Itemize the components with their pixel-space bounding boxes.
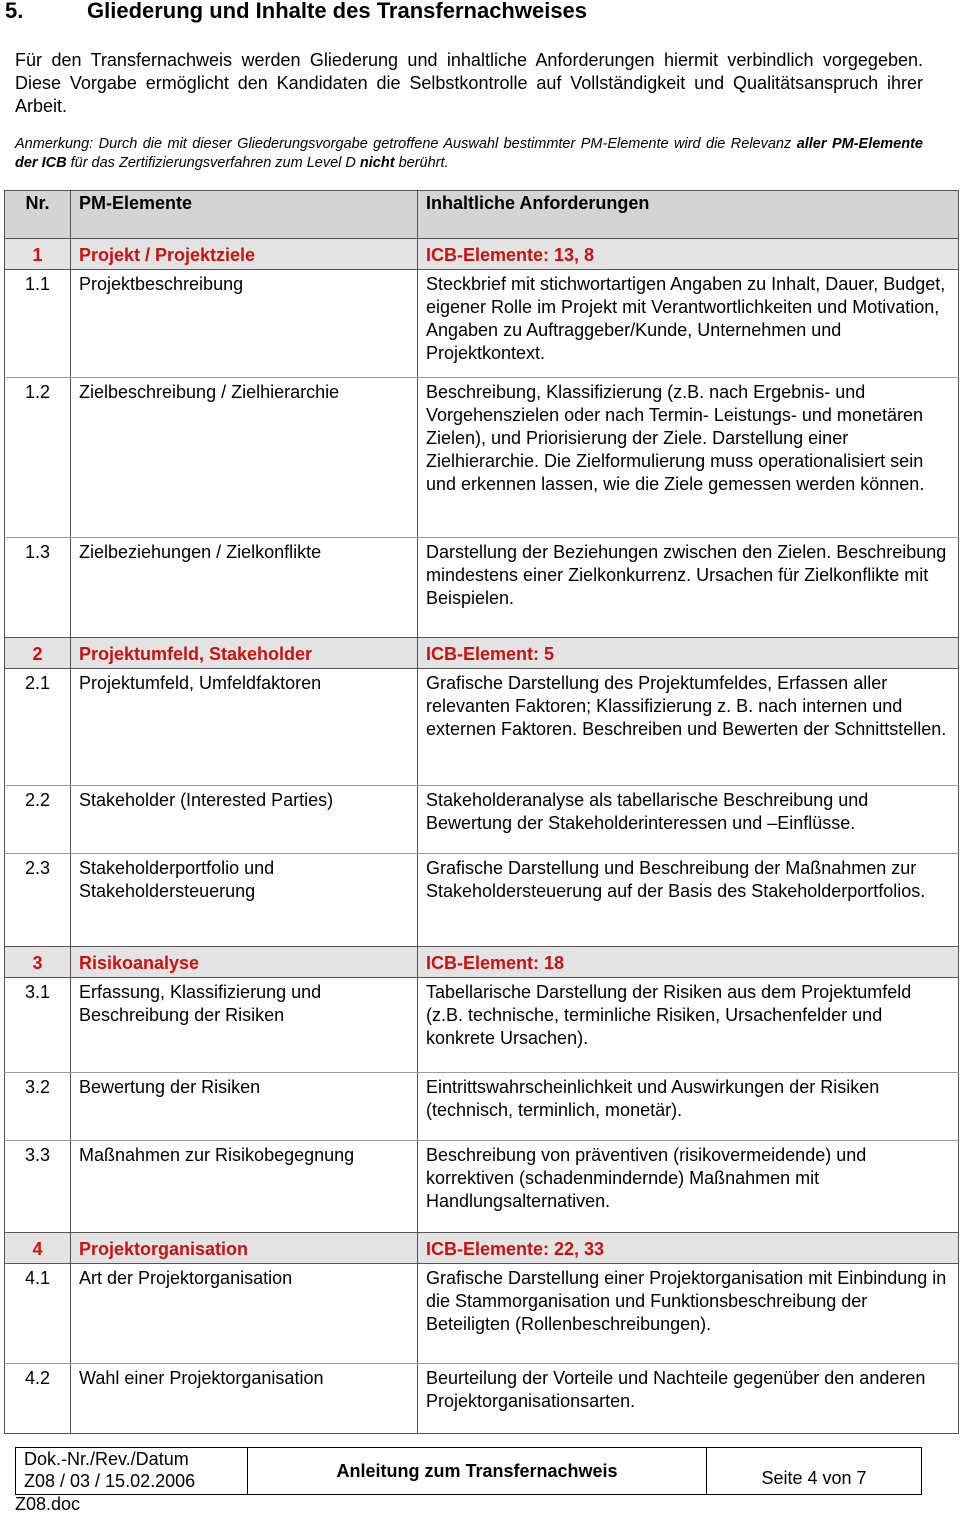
cell-requirement: Beurteilung der Vorteile und Nachteile gegenüber den anderen Projektorganisationsarten. [418,1364,959,1434]
table-row [5,1073,959,1141]
cell-element: Risikoanalyse [71,947,418,978]
cell-nr: 4.2 [5,1364,71,1434]
cell-requirement: Eintrittswahrscheinlichkeit und Auswirkungen der Risiken (technisch, terminlich, monetär). [418,1073,959,1141]
cell-nr: 1.2 [5,378,71,538]
cell-requirement: ICB-Element: 18 [418,947,959,978]
footer-page: Seite 4 von 7 [761,1468,867,1488]
cell-nr: 2.2 [5,786,71,854]
table-row [5,669,959,786]
heading-title: Gliederung und Inhalte des Transfernachweises [87,0,588,23]
note-text: Anmerkung: Durch die mit dieser Gliederungsvorgabe getroffene Auswahl bestimmter PM-Elemente wird die Relevanz [15,136,797,152]
section-row [5,239,959,270]
footer-box [15,1447,922,1495]
cell-nr: 3 [5,947,71,978]
cell-element: Projekt / Projektziele [71,239,418,270]
cell-element: Projektumfeld, Umfeldfaktoren [71,669,418,786]
footer-filename: Z08.doc [15,1494,81,1514]
cell-nr: 2.3 [5,854,71,947]
note-bold: nicht [359,155,395,171]
heading-number: 5. [5,0,24,23]
cell-requirement: Tabellarische Darstellung der Risiken aus dem Projektumfeld (z.B. technische, terminliche Risiken, Ursachenfelder und konkrete Ursachen). [418,978,959,1073]
cell-requirement: ICB-Element: 5 [418,638,959,669]
cell-element: Stakeholder (Interested Parties) [71,786,418,854]
cell-nr: 3.1 [5,978,71,1073]
table-row [5,786,959,854]
cell-element: Stakeholderportfolio und Stakeholdersteuerung [71,854,418,947]
cell-requirement: Beschreibung, Klassifizierung (z.B. nach Ergebnis- und Vorgehenszielen oder nach Termin- Leistungs- und monetären Zielen), und Priorisierung der Ziele. Darstellung einer Zielhierarchie. Die Zielformulierung muss operationalisiert sein und erkennen lassen, wie die Ziele gemessen werden können. [418,378,959,538]
cell-requirement: Darstellung der Beziehungen zwischen den Zielen. Beschreibung mindestens einer Zielkonkurrenz. Ursachen für Zielkonflikte mit Beispielen. [418,538,959,638]
section-row [5,947,959,978]
cell-element: Art der Projektorganisation [71,1264,418,1364]
cell-nr: 4 [5,1233,71,1264]
table-row [5,270,959,378]
table-row [5,1364,959,1434]
cell-element: Zielbeziehungen / Zielkonflikte [71,538,418,638]
cell-element: Projektorganisation [71,1233,418,1264]
doc-label: Dok.-Nr./Rev./Datum [24,1449,189,1469]
cell-requirement: Grafische Darstellung und Beschreibung der Maßnahmen zur Stakeholdersteuerung auf der Basis des Stakeholderportfolios. [418,854,959,947]
cell-element: Wahl einer Projektorganisation [71,1364,418,1434]
cell-element: Erfassung, Klassifizierung und Beschreibung der Risiken [71,978,418,1073]
cell-requirement: Stakeholderanalyse als tabellarische Beschreibung und Bewertung der Stakeholderinteressen und –Einflüsse. [418,786,959,854]
requirements-table [4,190,959,1434]
cell-nr: 2.1 [5,669,71,786]
cell-element: Zielbeschreibung / Zielhierarchie [71,378,418,538]
header-pm-elemente: PM-Elemente [71,191,418,239]
cell-nr: 1.1 [5,270,71,378]
cell-element: Maßnahmen zur Risikobegegnung [71,1141,418,1233]
cell-requirement: Grafische Darstellung einer Projektorganisation mit Einbindung in die Stammorganisation und Funktionsbeschreibung der Beteiligten (Rollenbeschreibungen). [418,1264,959,1364]
cell-nr: 1.3 [5,538,71,638]
cell-requirement: Grafische Darstellung des Projektumfeldes, Erfassen aller relevanten Faktoren; Klassifizierung z. B. nach internen und externen Faktoren. Beschreiben und Bewerten der Schnittstellen. [418,669,959,786]
doc-value: Z08 / 03 / 15.02.2006 [24,1471,196,1491]
table-row [5,538,959,638]
cell-element: Projektbeschreibung [71,270,418,378]
note-paragraph [15,135,923,173]
table-header-row [5,191,959,239]
intro-paragraph: Für den Transfernachweis werden Gliederung und inhaltliche Anforderungen hiermit verbindlich vorgegeben. Diese Vorgabe ermöglicht den Kandidaten die Selbstkontrolle auf Vollständigkeit und Qualitätsanspruch ihrer Arbeit. [15,50,923,116]
cell-nr: 4.1 [5,1264,71,1364]
table-row [5,978,959,1073]
table-row [5,378,959,538]
cell-element: Projektumfeld, Stakeholder [71,638,418,669]
table-row [5,1141,959,1233]
cell-requirement: ICB-Elemente: 22, 33 [418,1233,959,1264]
header-nr: Nr. [5,191,71,239]
cell-requirement: ICB-Elemente: 13, 8 [418,239,959,270]
cell-requirement: Beschreibung von präventiven (risikovermeidende) und korrektiven (schadenmindernde) Maßnahmen mit Handlungsalternativen. [418,1141,959,1233]
cell-requirement: Steckbrief mit stichwortartigen Angaben zu Inhalt, Dauer, Budget, eigener Rolle im Projekt mit Verantwortlichkeiten und Motivation, Angaben zu Auftraggeber/Kunde, Unternehmen und Projektkontext. [418,270,959,378]
cell-element: Bewertung der Risiken [71,1073,418,1141]
note-bold: aller PM-Elemente der ICB [15,136,923,171]
note-text: berührt. [394,155,449,171]
footer-doc-info [16,1448,248,1494]
cell-nr: 1 [5,239,71,270]
section-heading [5,0,587,24]
table-row [5,1264,959,1364]
cell-nr: 3.2 [5,1073,71,1141]
header-anforderungen: Inhaltliche Anforderungen [418,191,959,239]
cell-nr: 3.3 [5,1141,71,1233]
note-text: für das Zertifizierungsverfahren zum Level D [66,155,360,171]
cell-nr: 2 [5,638,71,669]
footer-title: Anleitung zum Transfernachweis [248,1448,707,1494]
section-row [5,1233,959,1264]
table-row [5,854,959,947]
section-row [5,638,959,669]
